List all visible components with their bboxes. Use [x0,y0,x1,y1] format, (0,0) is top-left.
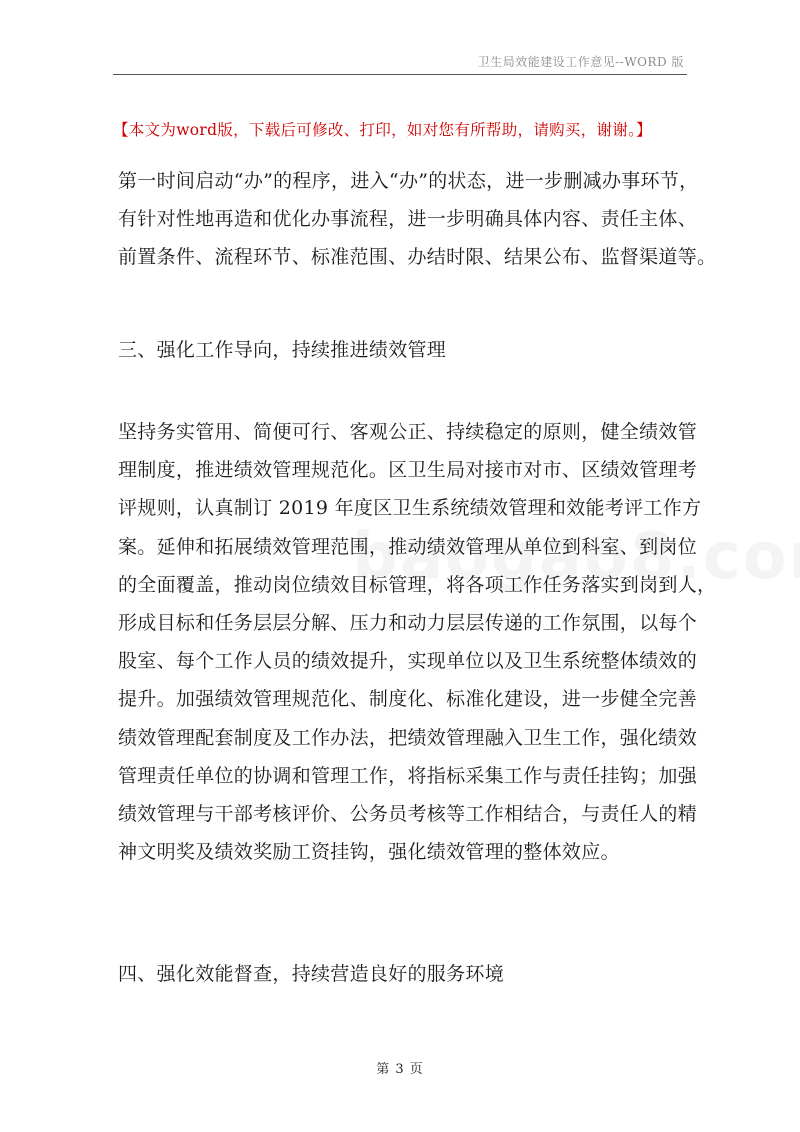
paragraph-1-line: 前置条件、流程环节、标准范围、办结时限、结果公布、监督渠道等。 [118,246,717,269]
paragraph-2-line: 管理责任单位的协调和管理工作，将指标采集工作与责任挂钩；加强 [118,764,698,787]
section-heading-3 [118,331,698,369]
page-number: 第 3 页 [376,1062,424,1077]
section-heading-4 [118,955,698,993]
section-heading-3-text: 三、强化工作导向，持续推进绩效管理 [118,339,447,361]
download-notice: 【本文为word版，下载后可修改、打印，如对您有所帮助，请购买，谢谢。】 [113,121,652,139]
paragraph-2-line: 评规则，认真制订 2019 年度区卫生系统绩效管理和效能考评工作方 [118,497,702,520]
paragraph-2-line: 案。延伸和拓展绩效管理范围，推动绩效管理从单位到科室、到岗位 [118,535,698,558]
running-header: 卫生局效能建设工作意见--WORD 版 [477,55,684,69]
paragraph-2-line: 理制度，推进绩效管理规范化。区卫生局对接市对市、区绩效管理考 [118,459,698,482]
paragraph-1-line: 有针对性地再造和优化办事流程，进一步明确具体内容、责任主体、 [118,208,698,231]
paragraph-2-line: 神文明奖及绩效奖励工资挂钩，强化绩效管理的整体效应。 [118,841,620,864]
header-divider [113,74,687,75]
paragraph-2-line: 绩效管理与干部考核评价、公务员考核等工作相结合，与责任人的精 [118,802,698,825]
paragraph-2 [118,413,717,871]
section-heading-4-text: 四、强化效能督查，持续营造良好的服务环境 [118,963,505,985]
paragraph-2-line: 提升。加强绩效管理规范化、制度化、标准化建设，进一步健全完善 [118,688,698,711]
paragraph-2-line: 股室、每个工作人员的绩效提升，实现单位以及卫生系统整体绩效的 [118,650,698,673]
paragraph-2-line: 坚持务实管用、简便可行、客观公正、持续稳定的原则，健全绩效管 [118,421,698,443]
paragraph-2-line: 形成目标和任务层层分解、压力和动力层层传递的工作氛围，以每个 [118,611,698,634]
paragraph-2-line: 的全面覆盖，推动岗位绩效目标管理，将各项工作任务落实到岗到人， [118,573,717,596]
paragraph-1 [118,162,717,277]
paragraph-2-line: 绩效管理配套制度及工作办法，把绩效管理融入卫生工作，强化绩效 [118,726,698,749]
paragraph-1-line: 第一时间启动“办”的程序，进入“办”的状态，进一步删减办事环节， [118,170,699,192]
